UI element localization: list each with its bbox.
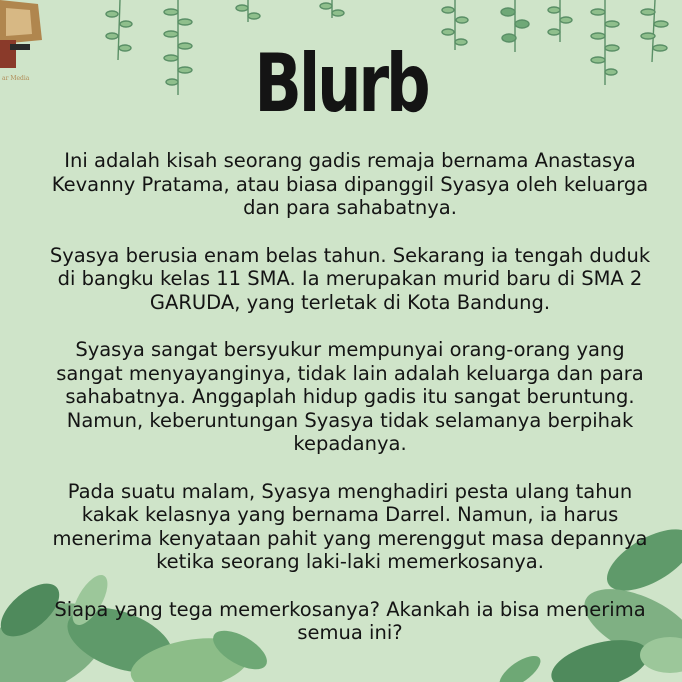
- page-title: Blurb: [254, 37, 428, 130]
- logo-caption: ar Media: [2, 75, 30, 82]
- blurb-body: [28, 149, 672, 669]
- blurb-paragraph-3: Syasya sangat bersyukur mempunyai orang-orang yang sangat menyayanginya, tidak lain adalah keluarga dan para sahabatnya. Anggaplah hidup gadis itu sangat beruntung. Namun, keberuntungan Syasya tidak selamanya berpihak kepadanya.: [56, 338, 644, 455]
- publisher-logo: [0, 0, 50, 90]
- blurb-paragraph-4: Pada suatu malam, Syasya menghadiri pesta ulang tahun kakak kelasnya yang bernama Darrel. Namun, ia harus menerima kenyataan pahit yang merenggut masa depannya ketika seorang laki-laki memerkosanya.: [52, 479, 648, 573]
- blurb-paragraph-2: Syasya berusia enam belas tahun. Sekarang ia tengah duduk di bangku kelas 11 SMA. Ia merupakan murid baru di SMA 2 GARUDA, yang terletak di Kota Bandung.: [49, 243, 651, 314]
- blurb-paragraph-5: Siapa yang tega memerkosanya? Akankah ia bisa menerima semua ini?: [54, 597, 646, 644]
- blurb-paragraph-1: Ini adalah kisah seorang gadis remaja bernama Anastasya Kevanny Pratama, atau biasa dipanggil Syasya oleh keluarga dan para sahabatnya.: [51, 149, 649, 219]
